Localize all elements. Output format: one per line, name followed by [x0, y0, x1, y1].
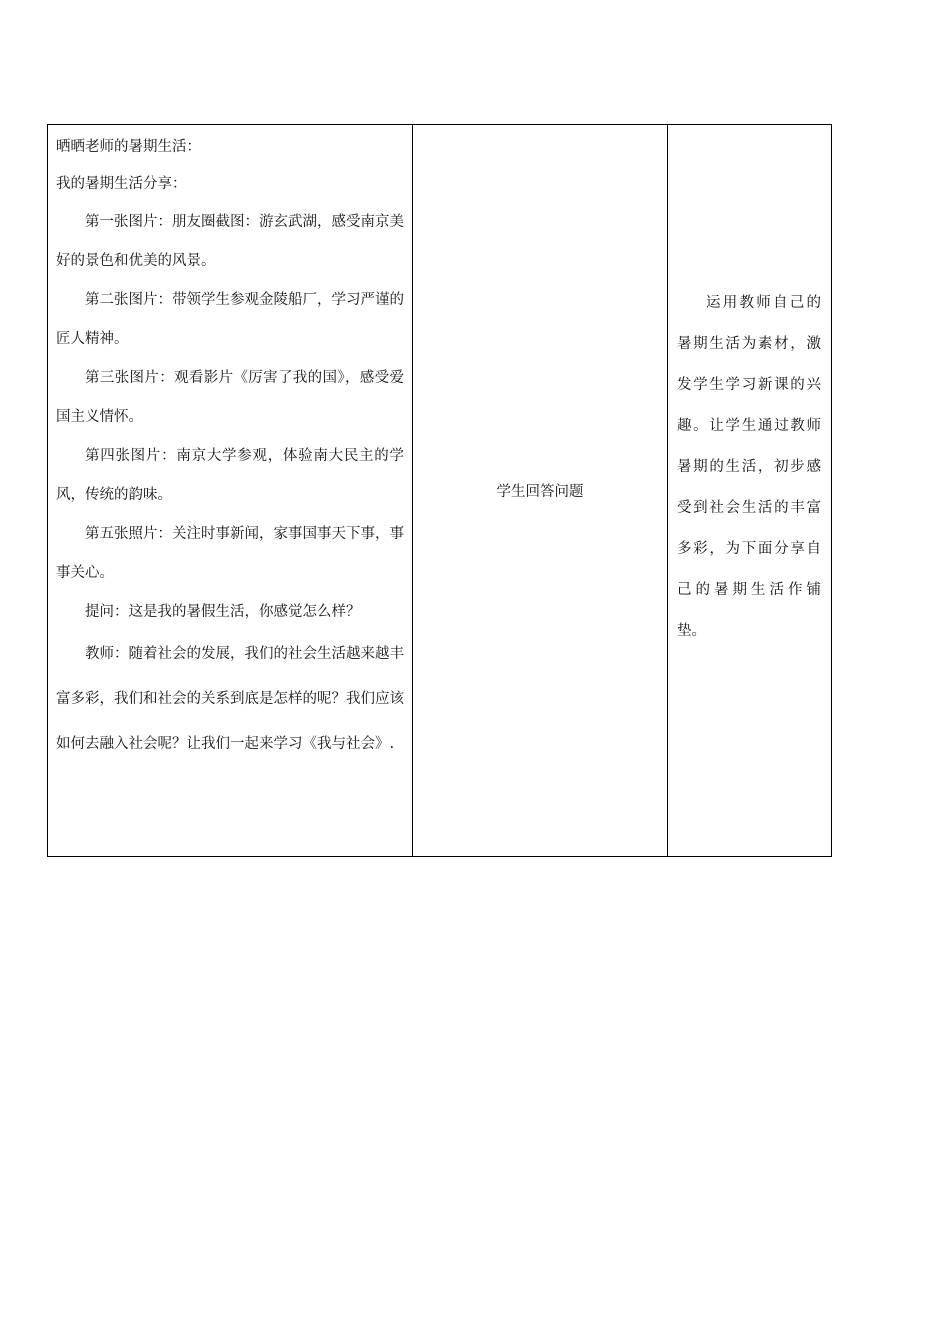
picture-two-paragraph: 第二张图片：带领学生参观金陵船厂，学习严谨的匠人精神。 — [56, 292, 404, 347]
lesson-plan-table — [47, 124, 832, 857]
table-row — [48, 125, 832, 857]
teacher-heading: 晒晒老师的暑期生活： — [56, 139, 201, 155]
student-activity-text: 学生回答问题 — [496, 484, 584, 500]
picture-one-paragraph: 第一张图片：朋友圈截图：游玄武湖，感受南京美好的景色和优美的风景。 — [56, 214, 404, 269]
design-intent-text: 运用教师自己的暑期生活为素材，激发学生学习新课的兴趣。让学生通过教师暑期的生活，初步感受到社会生活的丰富多彩，为下面分享自己的暑期生活作铺垫。 — [677, 295, 821, 639]
picture-three-paragraph: 第三张图片：观看影片《厉害了我的国》，感受爱国主义情怀。 — [56, 370, 404, 425]
teacher-subheading: 我的暑期生活分享： — [56, 176, 187, 192]
teacher-activity-cell — [48, 125, 413, 857]
teacher-summary-paragraph: 教师：随着社会的发展，我们的社会生活越来越丰富多彩，我们和社会的关系到底是怎样的呢？我们应该如何去融入社会呢？让我们一起来学习《我与社会》. — [56, 646, 404, 752]
picture-four-paragraph: 第四张图片：南京大学参观，体验南大民主的学风，传统的韵味。 — [56, 448, 404, 503]
question-paragraph: 提问：这是我的暑假生活，你感觉怎么样？ — [85, 604, 361, 620]
picture-five-paragraph: 第五张照片：关注时事新闻，家事国事天下事，事事关心。 — [56, 526, 404, 581]
student-activity-cell — [413, 125, 668, 857]
design-intent-cell — [668, 125, 832, 857]
teacher-activity-content — [48, 125, 412, 767]
